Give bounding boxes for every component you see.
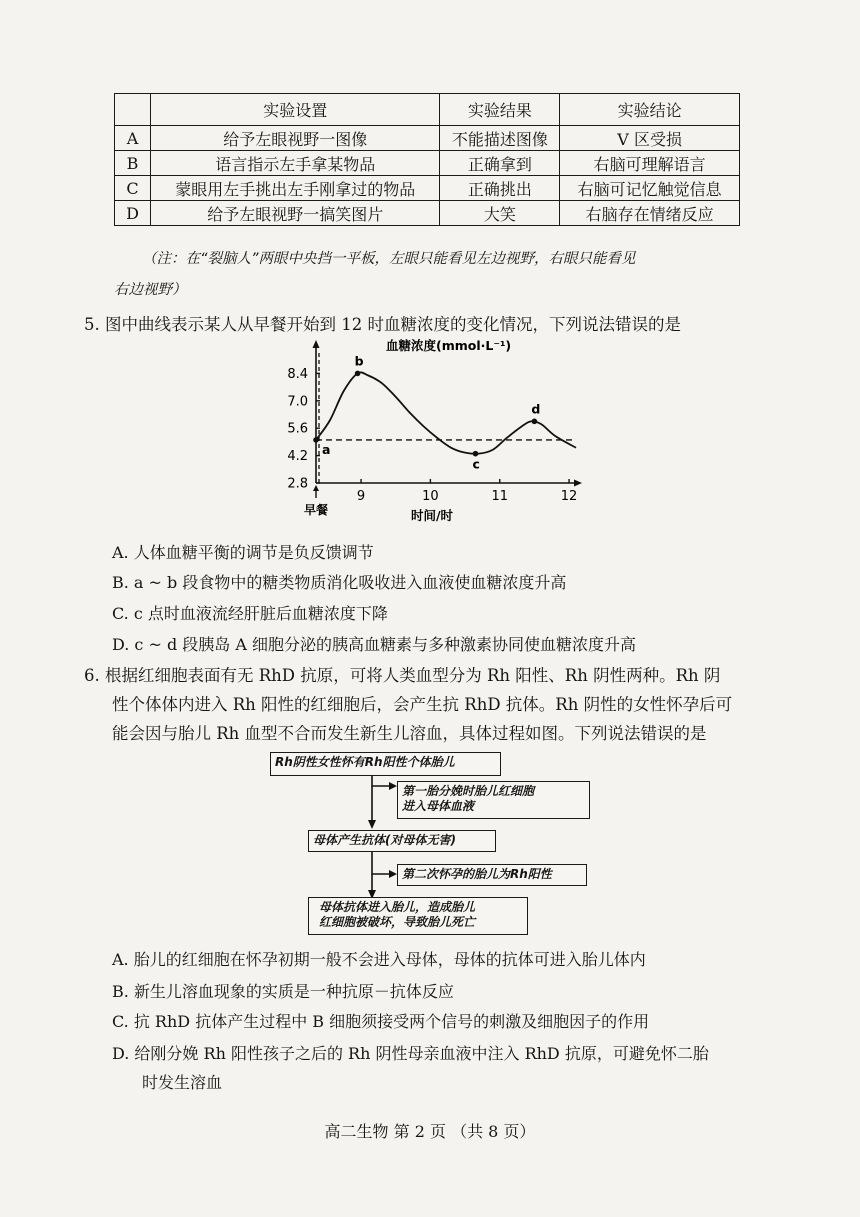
question-6-stem-line-2: 性个体体内进入 Rh 阳性的红细胞后，会产生抗 RhD 抗体。Rh 阴性的女性怀孕后可 (112, 695, 733, 714)
q6-option-b: B. 新生儿溶血现象的实质是一种抗原－抗体反应 (112, 982, 454, 1001)
q6-option-c: C. 抗 RhD 抗体产生过程中 B 细胞须接受两个信号的刺激及细胞因子的作用 (112, 1012, 650, 1031)
x-axis-arrow (574, 480, 582, 487)
q5-option-a: A. 人体血糖平衡的调节是负反馈调节 (112, 543, 374, 562)
flow-step-first-delivery-line-1: 第一胎分娩时胎儿红细胞 (402, 784, 535, 798)
table-cell: 右脑可记忆触觉信息 (560, 176, 740, 201)
table-row (115, 176, 740, 201)
table-row (115, 151, 740, 176)
q6-option-d: D. 给刚分娩 Rh 阳性孩子之后的 Rh 阴性母亲血液中注入 RhD 抗原，可避免怀二胎 (112, 1044, 709, 1063)
point-label-d: d (531, 401, 541, 417)
q6-option-d-continued: 时发生溶血 (142, 1073, 223, 1092)
table-header: 实验结论 (560, 94, 740, 126)
table-cell: A (115, 126, 151, 151)
table-header: 实验结果 (440, 94, 560, 126)
q6-option-a: A. 胎儿的红细胞在怀孕初期一般不会进入母体，母体的抗体可进入胎儿体内 (112, 950, 646, 969)
q5-option-c: C. c 点时血液流经肝脏后血糖浓度下降 (112, 604, 388, 623)
flow-box-fetal-death-line-2: 红细胞被破坏，导致胎儿死亡 (319, 915, 476, 929)
table-row (115, 201, 740, 226)
flow-box-rh-negative-mother: Rh阴性女性怀有Rh阳性个体胎儿 (270, 752, 501, 776)
table-cell: C (115, 176, 151, 201)
flow-step-first-delivery-line-2: 进入母体血液 (402, 799, 475, 813)
point-label-b: b (354, 353, 364, 369)
table-cell: 右脑可理解语言 (560, 151, 740, 176)
table-cell: 蒙眼用左手挑出左手刚拿过的物品 (150, 176, 440, 201)
table-cell: 给予左眼视野一图像 (150, 126, 440, 151)
page-footer: 高二生物 第 2 页 （共 8 页） (324, 1122, 536, 1141)
x-tick-label: 12 (560, 489, 578, 504)
table-row (115, 126, 740, 151)
table-header-row (115, 94, 740, 126)
q5-option-b: B. a ~ b 段食物中的糖类物质消化吸收进入血液使血糖浓度升高 (112, 573, 567, 592)
table-cell: 不能描述图像 (440, 126, 560, 151)
y-axis-label: 血糖浓度(mmol·L⁻¹) (386, 338, 512, 353)
x-axis-label: 时间/时 (410, 508, 454, 523)
blood-glucose-chart (268, 334, 588, 524)
table-note-continued: 右边视野） (114, 282, 187, 298)
flow-box-fetal-death (308, 897, 528, 935)
y-tick-label: 8.4 (287, 366, 308, 382)
table-cell: 大笑 (440, 201, 560, 226)
y-tick-label: 4.2 (287, 449, 308, 465)
table-cell: V 区受损 (560, 126, 740, 151)
question-5-stem: 5. 图中曲线表示某人从早餐开始到 12 时血糖浓度的变化情况，下列说法错误的是 (84, 315, 681, 334)
table-note: （注：在“裂脑人”两眼中央挡一平板，左眼只能看见左边视野，右眼只能看见 (142, 251, 636, 267)
point-d (532, 419, 538, 425)
flow-step-second-pregnancy: 第二次怀孕的胎儿为Rh阳性 (397, 864, 587, 886)
breakfast-arrow-head (313, 485, 319, 491)
table-header: 实验设置 (150, 94, 440, 126)
y-tick-label: 2.8 (287, 476, 308, 492)
y-axis-arrow (313, 340, 320, 348)
flow-step-first-delivery (397, 781, 590, 819)
table-cell: 右脑存在情绪反应 (560, 201, 740, 226)
point-a (313, 437, 319, 443)
table-cell: 语言指示左手拿某物品 (150, 151, 440, 176)
table-header (115, 94, 151, 126)
table-cell: D (115, 201, 151, 226)
table-cell: 正确挑出 (440, 176, 560, 201)
x-tick-label: 10 (422, 489, 439, 504)
point-c (473, 451, 479, 457)
q5-option-d: D. c ~ d 段胰岛 A 细胞分泌的胰高血糖素与多种激素协同使血糖浓度升高 (112, 635, 637, 654)
flow-box-fetal-death-line-1: 母体抗体进入胎儿，造成胎儿 (319, 900, 476, 914)
flow-box-antibody-production: 母体产生抗体(对母体无害) (308, 830, 496, 852)
point-label-c: c (472, 456, 480, 472)
x-tick-label: 9 (356, 489, 366, 504)
point-label-a: a (322, 441, 331, 457)
y-tick-label: 7.0 (287, 394, 308, 410)
question-6-stem-line-3: 能会因与胎儿 Rh 血型不合而发生新生儿溶血，具体过程如图。下列说法错误的是 (112, 724, 707, 743)
table-cell: B (115, 151, 151, 176)
breakfast-label: 早餐 (303, 503, 329, 517)
question-6-stem-line-1: 6. 根据红细胞表面有无 RhD 抗原，可将人类血型分为 Rh 阳性、Rh 阴性两种。Rh 阴 (84, 666, 721, 685)
table-cell: 给予左眼视野一搞笑图片 (150, 201, 440, 226)
x-tick-label: 11 (491, 489, 509, 504)
y-tick-label: 5.6 (287, 421, 308, 437)
experiment-table (114, 93, 740, 226)
table-cell: 正确拿到 (440, 151, 560, 176)
point-b (355, 371, 361, 377)
